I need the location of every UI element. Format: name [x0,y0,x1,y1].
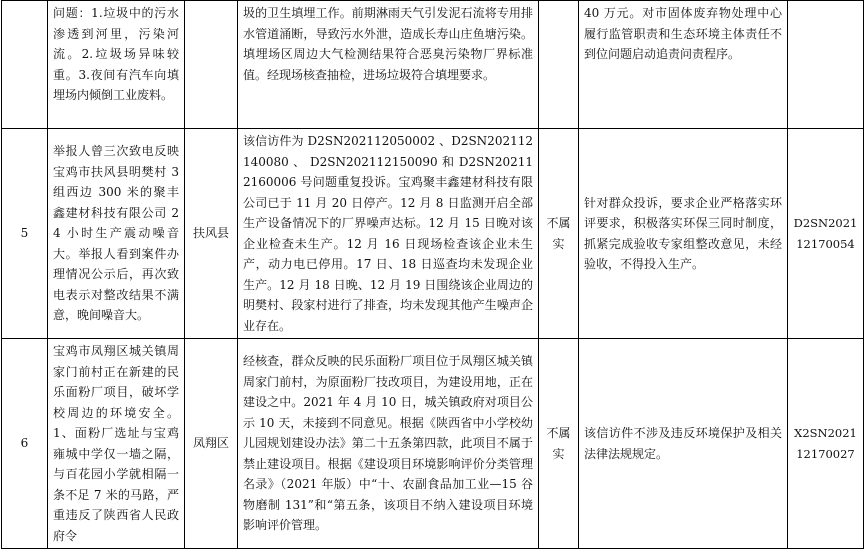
table-row [2,1,864,129]
verdict [539,1,579,129]
row-number: 5 [2,129,48,339]
investigation-result: 圾的卫生填埋工作。前期淋雨天气引发泥石流将专用排水管道涌断，导致污水外泄，造成长寿山庄鱼塘污染。填埋场区周边大气检测结果符合恶臭污染物厂界标准值。经现场核查抽检，进场垃圾符合填埋要求。 [238,1,539,129]
table-row [2,339,864,549]
complaint-content: 举报人曾三次致电反映宝鸡市扶风县明樊村 3 组西边 300 米的聚丰鑫建材科技有限公司 24 小时生产震动噪音大。举报人看到案件办理情况公示后，再次致电表示对整改结果不满意，晚间噪音大。 [48,129,185,339]
handling-measures: 该信访件不涉及违反环境保护及相关法律法规规定。 [579,339,788,549]
table-row [2,129,864,339]
complaint-content: 问题：1.垃圾中的污水渗透到河里，污染河流。2.垃圾场异味较重。3.夜间有汽车向填埋场内倾倒工业废料。 [48,1,185,129]
investigation-result: 经核查，群众反映的民乐面粉厂项目位于凤翔区城关镇周家门前村，为原面粉厂技改项目，为建设用地，正在建设之中。2021 年 4 月 10 日，城关镇政府对项目公示 10 天，未接到不同意见。根据《陕西省中小学校幼儿园规划建设办法》第二十五条第四款，此项目不属于禁止建设项目。根据《建设项目环境影响评价分类管理名录》（2021 年版）中“十、农副食品加工业—15 谷物磨制 131”和“第五条，该项目不纳入建设项目环境影响评价管理。 [238,339,539,549]
region: 凤翔区 [185,339,238,549]
verdict: 不属实 [539,339,579,549]
region: 扶风县 [185,129,238,339]
case-code: X2SN202112170027 [788,339,864,549]
row-number [2,1,48,129]
complaint-table [1,0,864,549]
region [185,1,238,129]
investigation-result: 该信访件为 D2SN202112050002 、D2SN202112140080 、 D2SN202112150090 和 D2SN202112160006 号问题重复投诉。宝鸡聚丰鑫建材科技有限公司已于 11 月 20 日停产。12 月 8 日监测开启全部生产设备情况下的厂界噪声达标。12 月 15 日晚对该企业检查未生产。12 月 16 日现场检查该企业未生产，动力电已停用。17 日、18 日巡查均未发现企业生产。12 月 18 日晚、12 月 19 日围绕该企业周边的明樊村、段家村进行了排查，均未发现其他产生噪声企业存在。 [238,129,539,339]
handling-measures: 40 万元。对市固体废弃物处理中心履行监管职责和生态环境主体责任不到位问题启动追责问责程序。 [579,1,788,129]
verdict: 不属实 [539,129,579,339]
row-number: 6 [2,339,48,549]
handling-measures: 针对群众投诉，要求企业严格落实环评要求，积极落实环保三同时制度，抓紧完成验收专家组整改意见，未经验收，不得投入生产。 [579,129,788,339]
complaint-content: 宝鸡市凤翔区城关镇周家门前村正在新建的民乐面粉厂项目，破坏学校周边的环境安全。1、面粉厂选址与宝鸡雍城中学仅一墙之隔，与百花园小学就相隔一条不足 7 米的马路，严重违反了陕西省人民政府令 [48,339,185,549]
case-code: D2SN202112170054 [788,129,864,339]
case-code [788,1,864,129]
